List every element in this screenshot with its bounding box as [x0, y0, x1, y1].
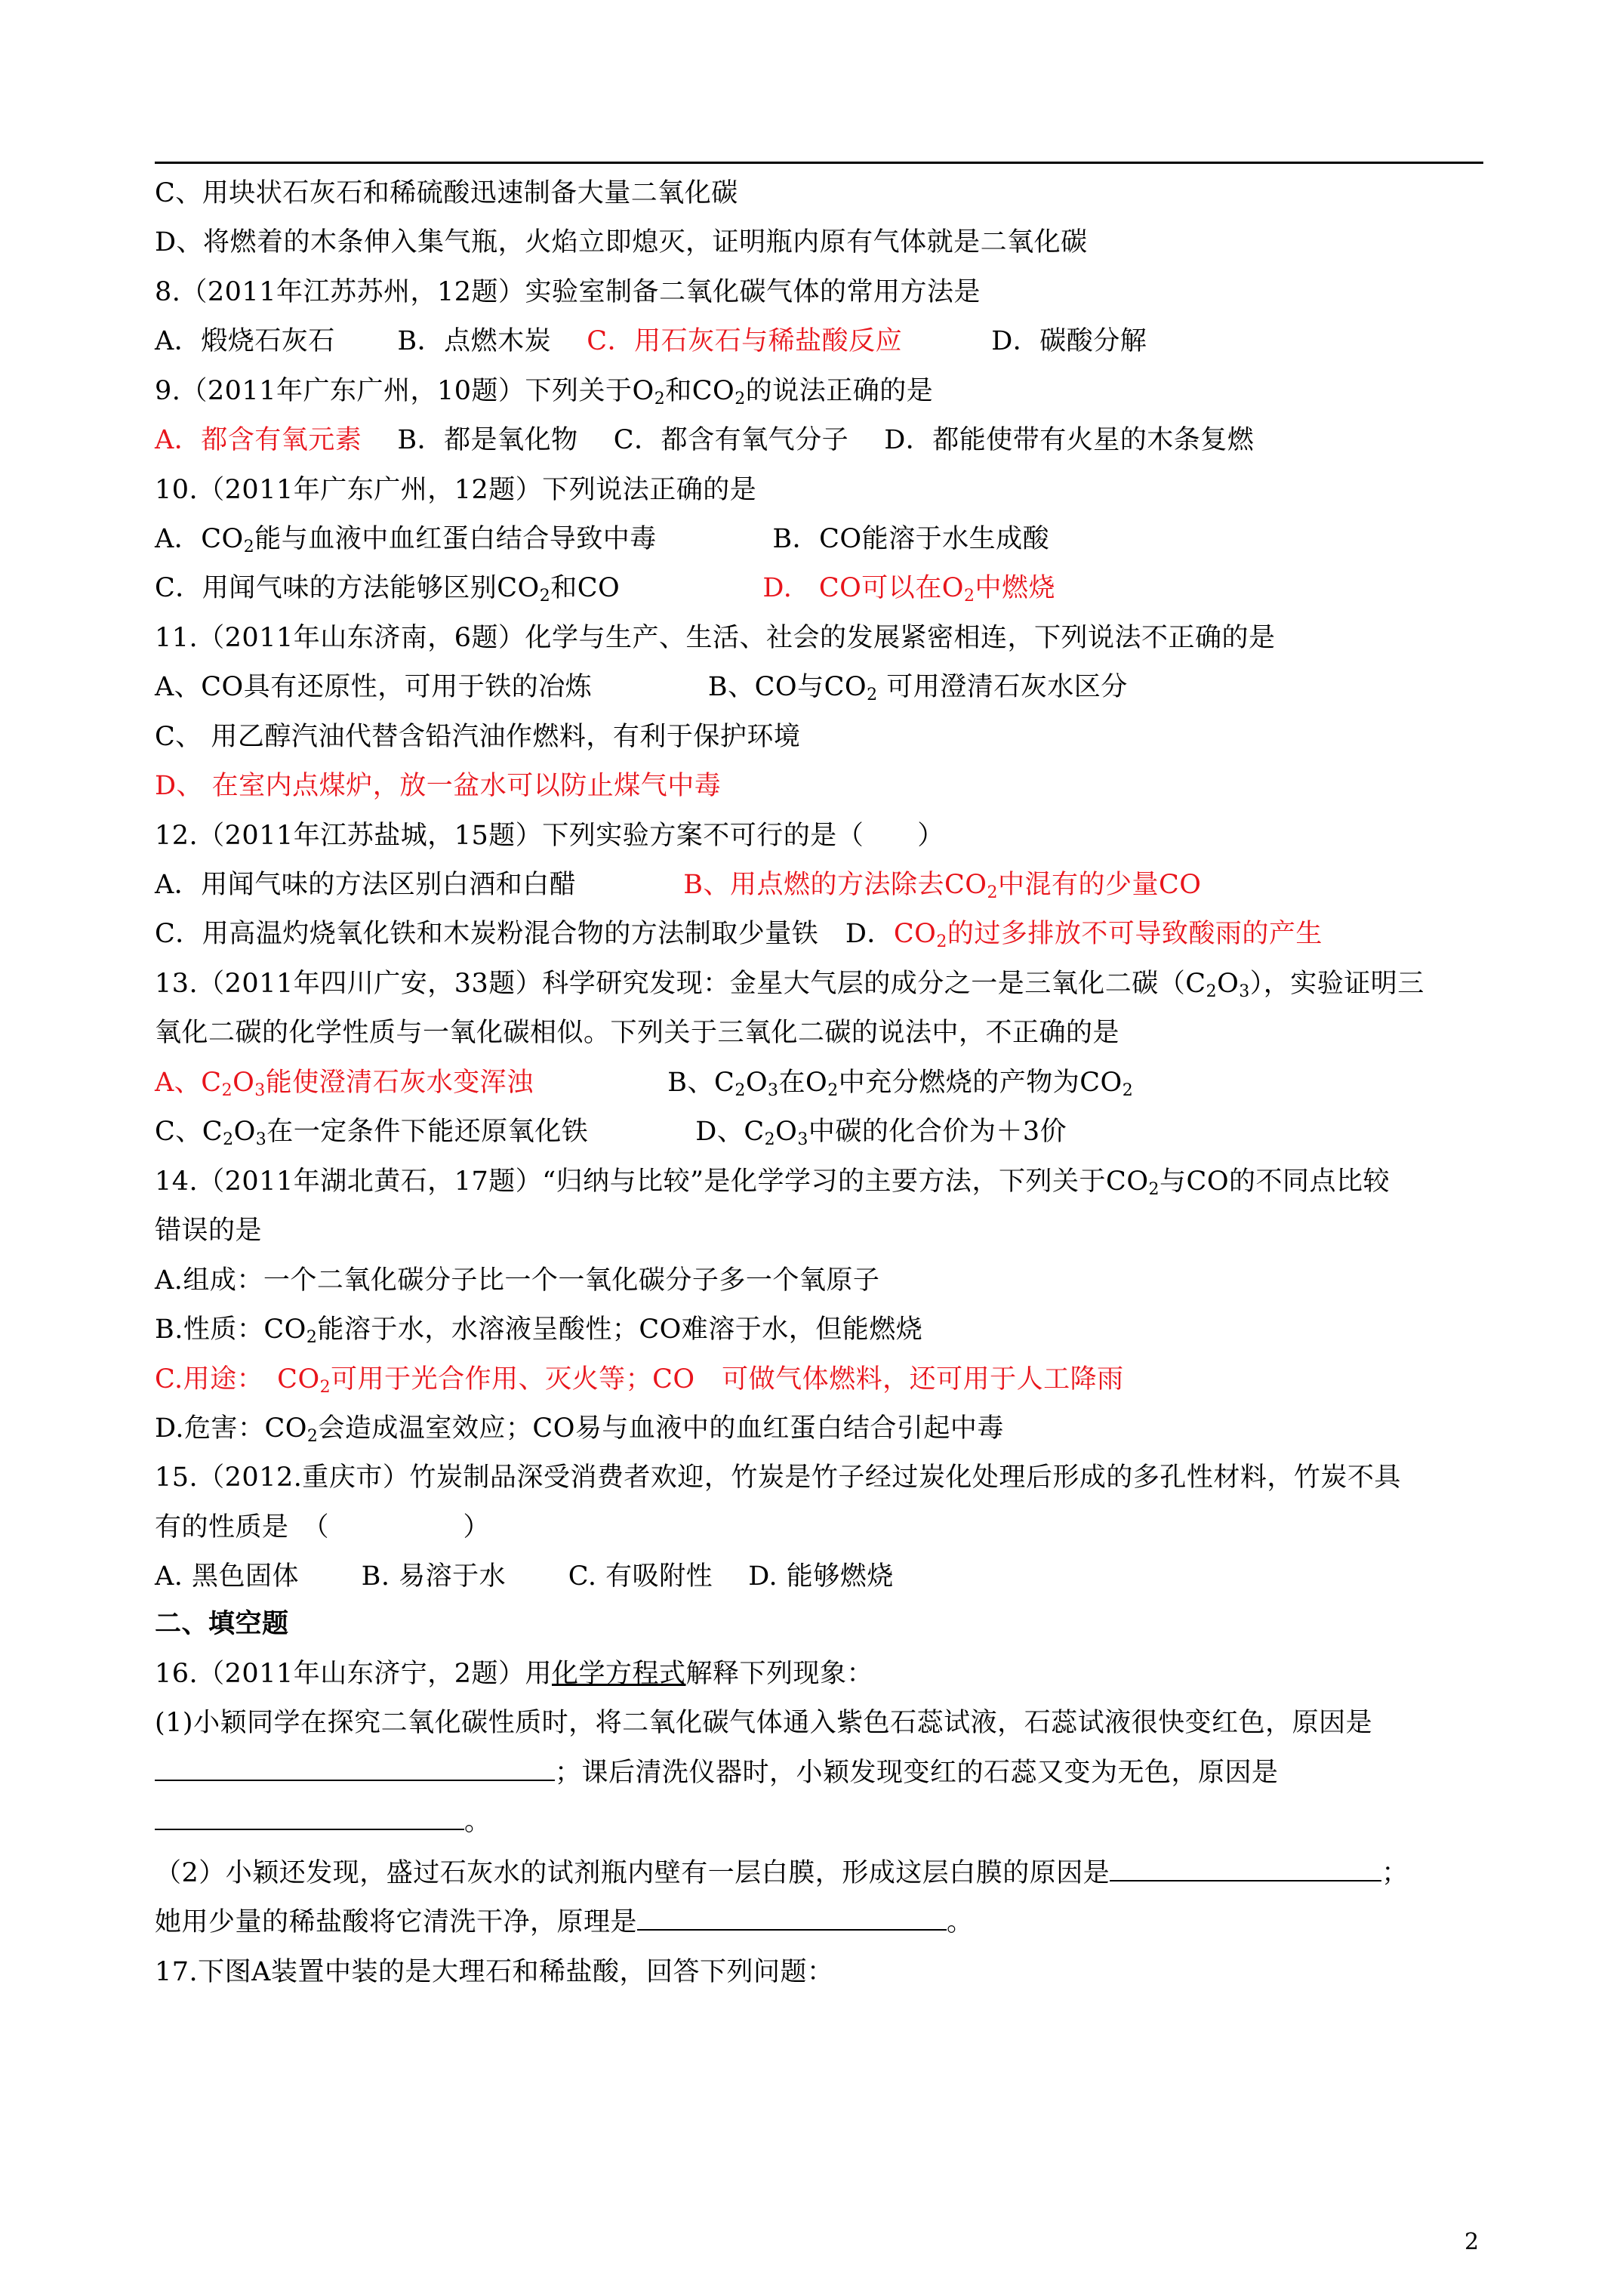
q9-options: A．都含有氧元素 B．都是氧化物 C．都含有氧气分子 D．都能使带有火星的木条复燃: [155, 425, 1255, 455]
q12-options-ab: A．用闻气味的方法区别白酒和白醋 B、用点燃的方法除去$CO_2$中混有的少量CO: [155, 870, 1202, 902]
q16-part1-line3: 。: [155, 1805, 491, 1838]
q15-options: A. 黑色固体 B. 易溶于水 C. 有吸附性 D. 能够燃烧: [155, 1561, 894, 1592]
q15-stem-line1: 15.（2012.重庆市）竹炭制品深受消费者欢迎，竹炭是竹子经过炭化处理后形成的多孔性材料，竹炭不具: [155, 1462, 1401, 1493]
q8-stem: 8.（2011年江苏苏州，12题）实验室制备二氧化碳气体的常用方法是: [155, 277, 981, 307]
q12-stem: 12.（2011年江苏盐城，15题）下列实验方案不可行的是（ ）: [155, 821, 944, 851]
header-rule: [155, 162, 1483, 164]
q14-option-c: C.用途： $CO_2$可用于光合作用、灭火等；CO 可做气体燃料，还可用于人工降雨: [155, 1364, 1124, 1397]
q16-stem: 16.（2011年山东济宁，2题）用化学方程式解释下列现象：: [155, 1659, 874, 1689]
q14-option-d: D.危害：$CO_2$会造成温室效应；CO易与血液中的血红蛋白结合引起中毒: [155, 1413, 1004, 1446]
page-number: 2: [1464, 2229, 1480, 2255]
q13-options-cd: C、$C_2O_3$在一定条件下能还原氧化铁 D、$C_2O_3$中碳的化合价为＋3价: [155, 1117, 1067, 1149]
q11-options-ab: A、CO具有还原性，可用于铁的冶炼 B、CO与$CO_2$ 可用澄清石灰水区分: [155, 672, 1128, 704]
q15-stem-line2: 有的性质是 （ ）: [155, 1512, 491, 1542]
q14-option-a: A.组成：一个二氧化碳分子比一个一氧化碳分子多一个氧原子: [155, 1265, 880, 1296]
q7-option-d: D、将燃着的木条伸入集气瓶，火焰立即熄灭，证明瓶内原有气体就是二氧化碳: [155, 227, 1088, 257]
q9-stem: 9.（2011年广东广州，10题）下列关于$O_2$和$CO_2$的说法正确的是: [155, 376, 934, 408]
q10-options-ab: A．$CO_2$能与血液中血红蛋白结合导致中毒 B．CO能溶于水生成酸: [155, 524, 1050, 556]
q13-stem-line2: 氧化二碳的化学性质与一氧化碳相似。下列关于三氧化二碳的说法中，不正确的是: [155, 1018, 1120, 1048]
q11-option-c: C、 用乙醇汽油代替含铅汽油作燃料，有利于保护环境: [155, 722, 801, 752]
q14-option-b: B.性质：$CO_2$能溶于水，水溶液呈酸性；CO难溶于水，但能燃烧: [155, 1314, 923, 1347]
q11-stem: 11.（2011年山东济南，6题）化学与生产、生活、社会的发展紧密相连，下列说法不正确的是: [155, 623, 1276, 653]
q16-part1-line1: (1)小颖同学在探究二氧化碳性质时，将二氧化碳气体通入紫色石蕊试液，石蕊试液很快变红色，原因是: [155, 1708, 1373, 1738]
q11-option-d: D、 在室内点煤炉，放一盆水可以防止煤气中毒: [155, 771, 722, 801]
q12-options-cd: C．用高温灼烧氧化铁和木炭粉混合物的方法制取少量铁 D．$CO_2$的过多排放不可导致酸雨的产生: [155, 919, 1323, 951]
section-heading-fill-in: 二、填空题: [155, 1608, 289, 1639]
q13-stem-line1: 13.（2011年四川广安，33题）科学研究发现：金星大气层的成分之一是三氧化二碳$(C_2O_3)$，实验证明三: [155, 969, 1424, 1001]
q7-option-c: C、用块状石灰石和稀硫酸迅速制备大量二氧化碳: [155, 178, 738, 208]
q8-options: A．煅烧石灰石 B．点燃木炭 C．用石灰石与稀盐酸反应 D．碳酸分解: [155, 326, 1147, 356]
q10-stem: 10.（2011年广东广州，12题）下列说法正确的是: [155, 475, 757, 505]
q16-part2-line2: 她用少量的稀盐酸将它清洗干净，原理是 。: [155, 1907, 974, 1937]
q14-stem-line2: 错误的是: [155, 1216, 263, 1246]
q14-stem-line1: 14.（2011年湖北黄石，17题）“归纳与比较”是化学学习的主要方法，下列关于$CO_2$与CO的不同点比较: [155, 1166, 1390, 1199]
answer-blank[interactable]: [155, 1806, 464, 1830]
q16-part1-line2: ；课后清洗仪器时，小颖发现变红的石蕊又变为无色，原因是: [155, 1756, 1279, 1789]
q13-options-ab: A、$C_2O_3$能使澄清石灰水变浑浊 B、$C_2O_3$在$O_2$中充分燃烧的产物为$CO_2$: [155, 1068, 1134, 1100]
answer-blank[interactable]: [1110, 1857, 1381, 1881]
answer-blank[interactable]: [155, 1757, 555, 1781]
q16-part2-line1: （2）小颖还发现，盛过石灰水的试剂瓶内壁有一层白膜，形成这层白膜的原因是 ；: [155, 1858, 1409, 1888]
answer-blank[interactable]: [637, 1906, 947, 1931]
q10-options-cd: C．用闻气味的方法能够区别$CO_2$和CO D. CO可以在$O_2$中燃烧: [155, 573, 1056, 606]
q17-stem: 17.下图A装置中装的是大理石和稀盐酸，回答下列问题：: [155, 1957, 834, 1987]
